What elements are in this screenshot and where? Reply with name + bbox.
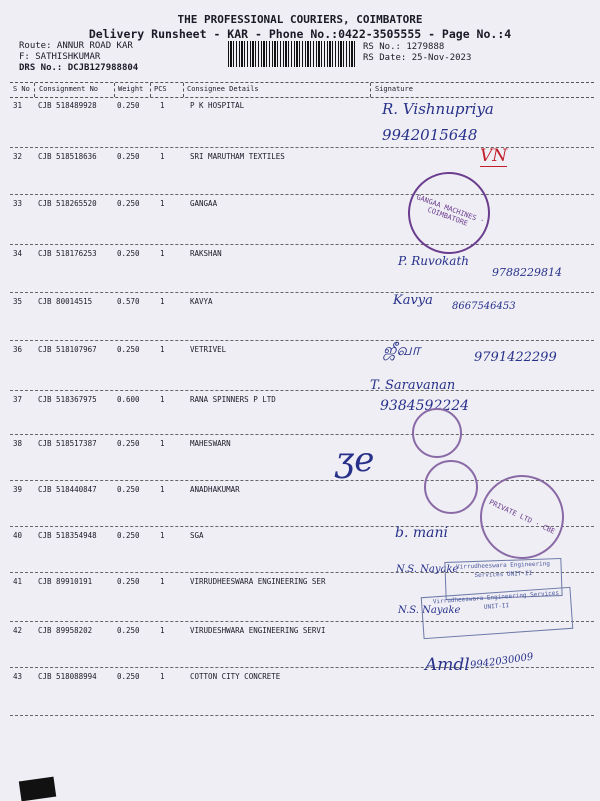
- round-stamp-38: [412, 408, 462, 458]
- rs-date: RS Date: 25-Nov-2023: [363, 53, 472, 63]
- row-consignee: VETRIVEL: [190, 345, 227, 354]
- row-consignment-no: CJB 518489928: [38, 101, 97, 110]
- signature-31-phone: 9942015648: [382, 126, 478, 144]
- row-sno: 37: [13, 395, 23, 404]
- signature-41: N.S. Nayake: [396, 564, 459, 575]
- row-pcs: 1: [160, 101, 165, 110]
- row-consignee: ANADHAKUMAR: [190, 485, 240, 494]
- row-sno: 38: [13, 439, 23, 448]
- row-sno: 40: [13, 531, 23, 540]
- row-consignee: SGA: [190, 531, 204, 540]
- signature-40: b. mani: [395, 525, 448, 541]
- row-consignee: RAKSHAN: [190, 249, 222, 258]
- row-sno: 42: [13, 626, 23, 635]
- row-weight: 0.250: [117, 345, 140, 354]
- runsheet-title: THE PROFESSIONAL COURIERS, COIMBATORE: [177, 13, 423, 26]
- row-consignee: KAVYA: [190, 297, 213, 306]
- row-consignment-no: CJB 518517387: [38, 439, 97, 448]
- row-consignment-no: CJB 518265520: [38, 199, 97, 208]
- table-row: [10, 434, 594, 481]
- virrudheeswara-stamp-2: Virrudheeswara Engineering Services UNIT-II: [421, 587, 574, 639]
- row-pcs: 1: [160, 485, 165, 494]
- row-consignee: GANGAA: [190, 199, 218, 208]
- signature-43-mark: Amdl: [425, 655, 470, 675]
- row-consignment-no: CJB 89958202: [38, 626, 93, 635]
- signature-36-mark: ஜீவா: [383, 340, 421, 359]
- table-row: [10, 292, 594, 341]
- row-consignment-no: CJB 518354948: [38, 531, 97, 540]
- row-weight: 0.570: [117, 297, 140, 306]
- signature-37-name: T. Saravanan: [370, 378, 456, 393]
- row-consignment-no: CJB 518176253: [38, 249, 97, 258]
- col-sno: S No: [13, 85, 30, 93]
- row-consignment-no: CJB 518107967: [38, 345, 97, 354]
- row-consignee: VIRUDESHWARA ENGINEERING SERVI: [190, 626, 326, 635]
- row-sno: 32: [13, 152, 23, 161]
- row-weight: 0.250: [117, 199, 140, 208]
- row-sno: 41: [13, 577, 23, 586]
- row-consignee: MAHESWARN: [190, 439, 231, 448]
- route-label: Route: ANNUR ROAD KAR: [19, 41, 133, 51]
- row-pcs: 1: [160, 345, 165, 354]
- table-row: [10, 340, 594, 391]
- row-weight: 0.250: [117, 152, 140, 161]
- row-sno: 36: [13, 345, 23, 354]
- row-weight: 0.600: [117, 395, 140, 404]
- row-sno: 39: [13, 485, 23, 494]
- rs-number: RS No.: 1279888: [363, 42, 445, 52]
- company-stamp: PRIVATE LTD · CBE: [466, 461, 578, 573]
- row-pcs: 1: [160, 297, 165, 306]
- round-stamp-39: [424, 460, 478, 514]
- row-consignee: SRI MARUTHAM TEXTILES: [190, 152, 285, 161]
- barcode: [228, 41, 356, 67]
- row-weight: 0.250: [117, 101, 140, 110]
- signature-39-mark: ʒe: [335, 440, 375, 480]
- col-pcs: PCS: [154, 85, 167, 93]
- row-weight: 0.250: [117, 249, 140, 258]
- signature-34-name: P. Ruvokath: [398, 254, 470, 268]
- signature-37-phone: 9384592224: [380, 398, 470, 414]
- row-sno: 34: [13, 249, 23, 258]
- gangaa-stamp: GANGAA MACHINES · COIMBATORE: [396, 160, 501, 265]
- table-row: [10, 96, 594, 148]
- signature-35: Kavya: [393, 293, 433, 308]
- row-pcs: 1: [160, 672, 165, 681]
- signature-31-name: R. Vishnupriya: [382, 100, 494, 118]
- row-consignee: COTTON CITY CONCRETE: [190, 672, 281, 681]
- row-weight: 0.250: [117, 485, 140, 494]
- table-row: [10, 194, 594, 245]
- row-consignee: RANA SPINNERS P LTD: [190, 395, 276, 404]
- col-signature: Signature: [375, 85, 413, 93]
- col-consignee: Consignee Details: [187, 85, 259, 93]
- runsheet-subtitle: Delivery Runsheet - KAR - Phone No.:0422-3505555 - Page No.:4: [88, 27, 512, 41]
- drs-number: DRS No.: DCJB127988804: [19, 63, 139, 73]
- row-sno: 33: [13, 199, 23, 208]
- row-pcs: 1: [160, 249, 165, 258]
- row-pcs: 1: [160, 439, 165, 448]
- row-pcs: 1: [160, 531, 165, 540]
- table-row: [10, 390, 594, 435]
- field-executive-label: F: SATHISHKUMAR: [19, 52, 101, 62]
- signature-36-phone: 9791422299: [474, 350, 557, 365]
- row-consignment-no: CJB 518440847: [38, 485, 97, 494]
- row-consignment-no: CJB 89910191: [38, 577, 93, 586]
- scan-mark: [19, 777, 56, 801]
- virrudheeswara-stamp-1: Virrudheeswara Engineering Services UNIT-II: [444, 558, 562, 600]
- signature-32: VN: [480, 146, 508, 166]
- col-consignment: Consignment No: [39, 85, 99, 93]
- row-weight: 0.250: [117, 531, 140, 540]
- row-consignment-no: CJB 518518636: [38, 152, 97, 161]
- row-weight: 0.250: [117, 626, 140, 635]
- row-weight: 0.250: [117, 577, 140, 586]
- row-pcs: 1: [160, 395, 165, 404]
- row-sno: 35: [13, 297, 23, 306]
- row-consignment-no: CJB 518367975: [38, 395, 97, 404]
- row-sno: 43: [13, 672, 23, 681]
- row-consignment-no: CJB 80014515: [38, 297, 93, 306]
- row-weight: 0.250: [117, 439, 140, 448]
- signature-43-phone: 9942030009: [469, 651, 535, 672]
- row-consignee: P K HOSPITAL: [190, 101, 245, 110]
- signature-34-phone: 9788229814: [492, 266, 562, 279]
- row-pcs: 1: [160, 199, 165, 208]
- signature-35-phone: 8667546453: [452, 301, 516, 312]
- signature-42: N.S. Nayake: [398, 605, 461, 616]
- table-row: [10, 667, 594, 716]
- row-weight: 0.250: [117, 672, 140, 681]
- row-pcs: 1: [160, 626, 165, 635]
- row-pcs: 1: [160, 577, 165, 586]
- row-consignee: VIRRUDHEESWARA ENGINEERING SER: [190, 577, 326, 586]
- row-consignment-no: CJB 518088994: [38, 672, 97, 681]
- row-sno: 31: [13, 101, 23, 110]
- row-pcs: 1: [160, 152, 165, 161]
- col-weight: Weight: [118, 85, 144, 93]
